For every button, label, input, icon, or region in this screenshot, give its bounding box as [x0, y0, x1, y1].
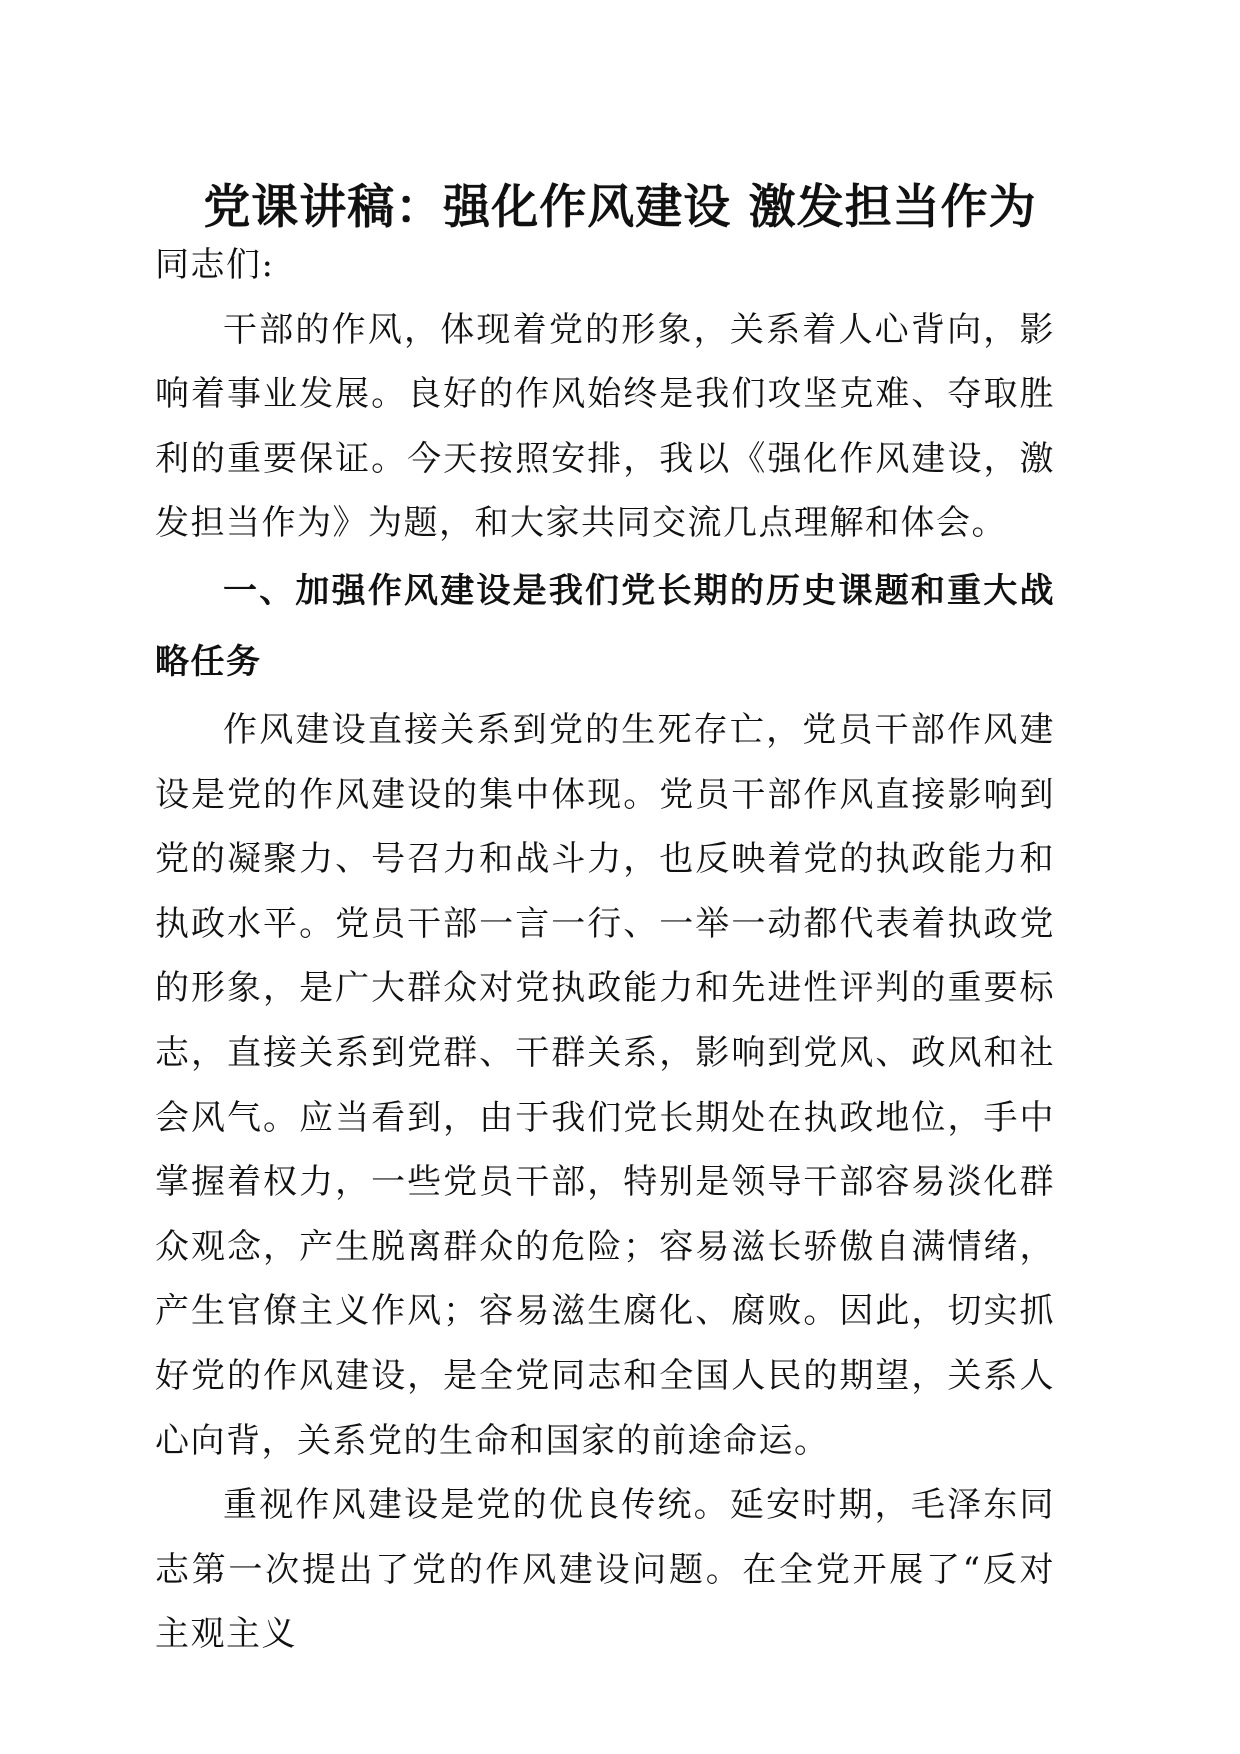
document-title: 党课讲稿：强化作风建设 激发担当作为: [203, 180, 1037, 235]
section-heading-1: 一、加强作风建设是我们党长期的历史课题和重大战略任务: [155, 570, 1055, 682]
paragraph-tradition: 重视作风建设是党的优良传统。延安时期，毛泽东同志第一次提出了党的作风建设问题。在全党开展了“反对主观主义: [155, 1485, 1055, 1655]
salutation: 同志们:: [155, 245, 275, 285]
document-body: [155, 233, 1055, 1667]
paragraph-section1-body: 作风建设直接关系到党的生死存亡，党员干部作风建设是党的作风建设的集中体现。党员干部作风直接影响到党的凝聚力、号召力和战斗力，也反映着党的执政能力和执政水平。党员干部一言一行、一举一动都代表着执政党的形象，是广大群众对党执政能力和先进性评判的重要标志，直接关系到党群、干群关系，影响到党风、政风和社会风气。应当看到，由于我们党长期处在执政地位，手中掌握着权力，一些党员干部，特别是领导干部容易淡化群众观念，产生脱离群众的危险；容易滋长骄傲自满情绪，产生官僚主义作风；容易滋生腐化、腐败。因此，切实抓好党的作风建设，是全党同志和全国人民的期望，关系人心向背，关系党的生命和国家的前途命运。: [155, 709, 1055, 1461]
paragraph-intro: 干部的作风，体现着党的形象，关系着人心背向，影响着事业发展。良好的作风始终是我们攻坚克难、夺取胜利的重要保证。今天按照安排，我以《强化作风建设，激发担当作为》为题，和大家共同交流几点理解和体会。: [155, 309, 1055, 544]
